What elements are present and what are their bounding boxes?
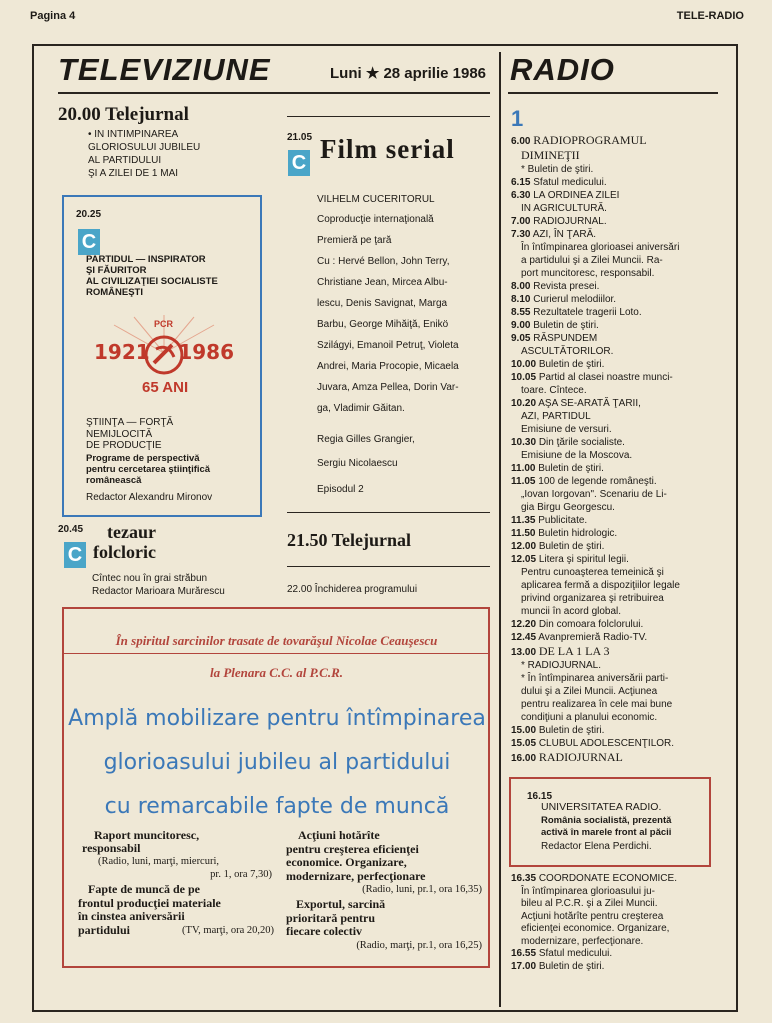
- radio-item-text: gia Birgu Georgescu.: [521, 502, 615, 513]
- radio-item: [511, 645, 609, 659]
- radio-program-number: 1: [511, 106, 524, 131]
- radio-item-text: Publicitate.: [538, 515, 588, 526]
- telejurnal-2000-title: 20.00 Telejurnal: [58, 104, 189, 125]
- radio-item-time: 10.05: [511, 372, 537, 383]
- radio-item: [511, 873, 677, 885]
- radio-item-text: RADIOJURNAL: [538, 750, 623, 764]
- film-line: Andrei, Maria Procopie, Micaela: [317, 361, 459, 372]
- radio-item-text: Din ţările socialiste.: [538, 437, 625, 448]
- radio-item-time: 12.45: [511, 632, 537, 643]
- radio-item-text: AZI, PARTIDUL: [521, 411, 591, 422]
- program-2025-time: 20.25: [76, 209, 102, 220]
- banner-line1: În spiritul sarcinilor trasate de tovarăşul Nicolae Ceauşescu: [115, 633, 438, 648]
- radio-item-text: aplicarea fermă a dispoziţiilor legale: [521, 580, 680, 591]
- banner-left-item: Raport muncitoresc, responsabil (Radio, luni, marţi, miercuri, pr. 1, ora 7,30): [82, 828, 272, 880]
- radio-item-text: În întîmpinarea glorioasului ju-: [521, 885, 655, 897]
- radio-item: [521, 164, 593, 176]
- radio-item: [511, 190, 619, 202]
- telejurnal-2000-desc: • IN INTIMPINAREA GLORIOSULUI JUBILEU AL PARTIDULUI ŞI A ZILEI DE 1 MAI: [88, 129, 201, 179]
- radio-1615-editor: Redactor Elena Perdichi.: [541, 841, 652, 852]
- radio-item-text: muncii în acord global.: [521, 606, 622, 617]
- radio-item-text: dului şi a Zilei Muncii. Acţiunea: [521, 686, 658, 697]
- radio-item: [511, 554, 629, 566]
- radio-item-text: Curierul melodiilor.: [533, 294, 617, 305]
- radio-header-rule: [508, 92, 718, 94]
- radio-item: [521, 489, 667, 501]
- radio-item: [511, 372, 673, 384]
- program-2045-time: 20.45: [58, 524, 84, 535]
- radio-1615-title: UNIVERSITATEA RADIO.: [541, 801, 662, 813]
- radio-item-time: 17.00: [511, 960, 537, 972]
- emblem-year-to: 1986: [178, 340, 234, 364]
- radio-item-text: Buletin de ştiri.: [538, 541, 605, 552]
- radio-item: [521, 886, 655, 898]
- radio-item: [521, 936, 643, 948]
- radio-item-time: 8.00: [511, 281, 531, 292]
- radio-item: [521, 385, 587, 397]
- program-2045-desc: Cîntec nou în grai străbun Redactor Marioara Murărescu: [92, 573, 225, 597]
- radio-item: [521, 606, 621, 618]
- radio-item: [521, 911, 663, 923]
- program-2025-editor: Redactor Alexandru Mironov: [86, 492, 213, 503]
- radio-item: [521, 580, 680, 592]
- radio-item-time: 10.00: [511, 359, 537, 370]
- radio-item-text: Emisiune de la Moscova.: [521, 450, 633, 461]
- radio-item-text: CLUBUL ADOLESCENŢILOR.: [538, 738, 675, 749]
- radio-item-time: 11.05: [511, 476, 536, 487]
- telejurnal2-bottom-rule: [287, 566, 490, 567]
- radio-item: [521, 346, 613, 358]
- radio-item-time: 10.30: [511, 437, 537, 448]
- radio-item: [511, 515, 587, 527]
- radio-item: [511, 738, 674, 750]
- radio-item-text: Sfatul medicului.: [538, 948, 613, 959]
- radio-item: [511, 632, 647, 644]
- radio-item-time: 8.55: [511, 307, 531, 318]
- radio-item-text: condiţiuni a planului economic.: [521, 712, 658, 723]
- radio-1615-box: [509, 777, 711, 867]
- radio-item: [521, 255, 663, 267]
- radio-item: [521, 923, 669, 935]
- radio-item: [511, 281, 599, 293]
- film-title: Film serial: [320, 134, 455, 164]
- radio-item-text: Buletin de ştiri.: [538, 960, 605, 972]
- radio-item: [511, 307, 642, 319]
- radio-item-time: 12.00: [511, 541, 537, 552]
- radio-item: [511, 398, 641, 410]
- radio-item: [511, 320, 599, 332]
- radio-item-time: 11.50: [511, 528, 536, 539]
- radio-item-text: * Buletin de ştiri.: [521, 164, 594, 175]
- radio-item: [511, 948, 612, 960]
- film-time: 21.05: [287, 132, 313, 143]
- radio-item-text: Buletin de ştiri.: [538, 463, 604, 474]
- radio-item-text: 100 de legende româneşti.: [538, 476, 657, 487]
- radio-item-text: RADIOPROGRAMUL: [533, 133, 647, 147]
- film-line: Cu : Hervé Bellon, John Terry,: [317, 256, 450, 267]
- radio-item-text: Buletin hidrologic.: [538, 528, 618, 539]
- radio-item-text: Rezultatele tragerii Loto.: [533, 307, 642, 318]
- radio-item-text: Avanpremieră Radio-TV.: [538, 632, 648, 643]
- film-line: Szilágyi, Emanoil Petruţ, Violeta: [317, 340, 459, 351]
- radio-item-text: RĂSPUNDEM: [533, 333, 598, 344]
- radio-item-time: 7.00: [511, 216, 531, 227]
- radio-item: [521, 593, 664, 605]
- radio-1615-time: 16.15: [527, 791, 553, 802]
- banner-line2: la Plenara C.C. al P.C.R.: [209, 665, 344, 680]
- film-line: Barbu, George Mihăiţă, Enikö: [317, 319, 449, 330]
- banner-right-item: Exportul, sarcină prioritară pentru fiecare colectiv (Radio, marţi, pr.1, ora 16,25): [286, 897, 482, 951]
- film-line: Episodul 2: [317, 484, 364, 495]
- tv-date: Luni ★ 28 aprilie 1986: [330, 65, 487, 82]
- section-label: TELE-RADIO: [676, 10, 744, 22]
- radio-item: [521, 242, 679, 254]
- film-line: Coproducţie internaţională: [317, 214, 434, 225]
- radio-item: [511, 216, 607, 228]
- radio-item-text: AŞA SE-ARATĂ ŢARII,: [538, 398, 641, 409]
- radio-item-text: toare. Cîntece.: [521, 385, 587, 396]
- radio-item-time: 16.55: [511, 948, 537, 959]
- radio-item-time: 12.20: [511, 619, 537, 630]
- tv-header-rule: [58, 92, 490, 94]
- radio-item-time: 6.30: [511, 190, 531, 201]
- radio-item: [511, 619, 643, 631]
- radio-item-text: Emisiune de versuri.: [521, 424, 612, 435]
- radio-item: [521, 268, 654, 280]
- radio-item-time: 10.20: [511, 398, 537, 409]
- program-2025-box: [62, 195, 262, 517]
- film-line: Sergiu Nicolaescu: [317, 458, 398, 469]
- radio-item: [521, 699, 672, 711]
- radio-item-text: Revista presei.: [533, 281, 600, 292]
- film-line: ga, Vladimir Găitan.: [317, 403, 405, 414]
- radio-item-text: RADIOJURNAL.: [533, 216, 607, 227]
- radio-item-time: 11.00: [511, 463, 536, 474]
- tv-title: TELEVIZIUNE: [58, 52, 271, 87]
- party-banner: [62, 607, 490, 968]
- radio-item-text: Litera şi spiritul legii.: [538, 554, 629, 565]
- emblem-party: PCR: [154, 319, 174, 329]
- radio-item-text: Din comoara folclorului.: [538, 619, 644, 630]
- program-2025-desc: Programe de perspectivă pentru cercetarea ştiinţifică românească: [86, 453, 211, 486]
- radio-item-text: Buletin de ştiri.: [533, 320, 599, 331]
- radio-item-text: ASCULTĂTORILOR.: [521, 346, 614, 357]
- film-top-rule: [287, 116, 490, 117]
- radio-item-text: Buletin de ştiri.: [538, 359, 605, 370]
- radio-item: [511, 961, 604, 973]
- emblem-anniversary: 65 ANI: [142, 379, 189, 396]
- program-2045-title: tezaur folcloric: [93, 522, 156, 562]
- banner-rule: [64, 653, 488, 654]
- radio-item-text: „Iovan Iorgovan". Scenariu de Li-: [521, 489, 667, 500]
- radio-item-time: 11.35: [511, 515, 536, 526]
- radio-item: [511, 463, 604, 475]
- radio-item-text: modernizare, perfecţionare.: [521, 935, 644, 947]
- telejurnal2-top-rule: [287, 512, 490, 513]
- radio-item: [511, 751, 623, 765]
- radio-item: [511, 725, 604, 737]
- pcr-anniversary-emblem: [94, 315, 234, 405]
- color-badge-icon: C: [78, 229, 100, 255]
- radio-item-text: eficienţei economice. Organizare,: [521, 923, 670, 934]
- radio-item: [511, 294, 616, 306]
- radio-item: [511, 229, 596, 241]
- radio-item-time: 6.15: [511, 177, 531, 188]
- banner-right-item: Acţiuni hotărîte pentru creşterea eficienţei economice. Organizare, modernizare, perfecţionare (Radio, luni, pr.1, ora 16,35): [286, 828, 482, 895]
- film-line: lescu, Denis Savignat, Marga: [317, 298, 448, 309]
- radio-item-text: * În întîmpinarea aniversării parti-: [521, 673, 669, 684]
- film-line: VILHELM CUCERITORUL: [317, 194, 435, 205]
- radio-item: [521, 203, 607, 215]
- radio-item-text: port muncitoresc, responsabil.: [521, 268, 655, 279]
- color-badge-icon: C: [288, 150, 310, 176]
- radio-item-text: COORDONATE ECONOMICE.: [538, 873, 677, 884]
- radio-item-text: LA ORDINEA ZILEI: [533, 190, 620, 201]
- banner-headline: Amplă mobilizare pentru întîmpinarea glorioasului jubileu al partidului cu remarcabile fapte de muncă: [68, 706, 486, 819]
- radio-item: [521, 660, 601, 672]
- film-line: Regia Gilles Grangier,: [317, 434, 415, 445]
- radio-item-time: 16.00: [511, 753, 537, 764]
- radio-item-time: 6.00: [511, 136, 531, 147]
- radio-1615-desc: România socialistă, prezentă activă în marele front al păcii: [541, 815, 672, 838]
- radio-item-text: În întîmpinarea glorioasei aniversări: [521, 242, 680, 253]
- radio-item-time: 15.05: [511, 738, 537, 749]
- radio-title: RADIO: [510, 52, 615, 87]
- radio-item: [511, 177, 607, 189]
- radio-item-text: Buletin de ştiri.: [538, 725, 605, 736]
- radio-item: [511, 437, 625, 449]
- film-line: Christiane Jean, Mircea Albu-: [317, 277, 448, 288]
- radio-item: [521, 149, 580, 163]
- program-2025-title: PARTIDUL — INSPIRATOR ŞI FĂURITOR AL CIVILIZAŢIEI SOCIALISTE ROMÂNEŞTI: [86, 254, 218, 298]
- column-divider: [499, 52, 501, 1007]
- radio-item-text: IN AGRICULTURĂ.: [521, 203, 607, 214]
- radio-item-time: 9.05: [511, 333, 531, 344]
- emblem-year-from: 1921: [94, 340, 150, 364]
- telejurnal-2150-title: 21.50 Telejurnal: [287, 530, 412, 550]
- radio-item: [511, 333, 597, 345]
- radio-item-text: * RADIOJURNAL.: [521, 660, 602, 671]
- page-label: Pagina 4: [30, 10, 76, 22]
- radio-item-time: 7.30: [511, 229, 531, 240]
- radio-item: [521, 424, 612, 436]
- radio-item: [511, 528, 617, 540]
- radio-item-text: DIMINEŢII: [521, 148, 580, 162]
- radio-item-text: Partid al clasei noastre munci-: [538, 372, 673, 383]
- radio-item-text: bileu al P.C.R. şi a Zilei Muncii.: [521, 898, 658, 909]
- radio-item-text: a partidului şi a Zilei Muncii. Ra-: [521, 255, 663, 266]
- film-line: Juvara, Amza Pellea, Dorin Var-: [317, 382, 459, 393]
- radio-item: [511, 541, 604, 553]
- radio-item: [521, 712, 657, 724]
- radio-item: [521, 450, 632, 462]
- radio-item-text: Sfatul medicului.: [533, 177, 607, 188]
- radio-item: [521, 686, 657, 698]
- radio-item-text: pentru realizarea în cele mai bune: [521, 699, 673, 710]
- radio-item-time: 16.35: [511, 873, 537, 884]
- radio-item: [521, 411, 591, 423]
- radio-item: [511, 359, 604, 371]
- color-badge-icon: C: [64, 542, 86, 568]
- banner-left-item: Fapte de muncă de pe frontul producţiei materiale în cinstea aniversării partidului (TV, marţi, ora 20,20): [78, 882, 274, 937]
- radio-item: [511, 476, 657, 488]
- program-2025-subtitle: ŞTIINŢA — FORŢĂ NEMIJLOCITĂ DE PRODUCŢIE: [86, 417, 174, 451]
- film-line: Premieră pe ţară: [317, 235, 392, 246]
- radio-item-time: 9.00: [511, 320, 531, 331]
- radio-item-text: Acţiuni hotărîte pentru creşterea: [521, 910, 664, 922]
- radio-item-time: 13.00: [511, 647, 537, 658]
- radio-item-text: DE LA 1 LA 3: [538, 644, 610, 658]
- radio-item-text: Pentru cunoaşterea temeinică şi: [521, 567, 664, 578]
- radio-item-time: 15.00: [511, 725, 537, 736]
- closing-text: 22.00 Închiderea programului: [287, 584, 418, 595]
- radio-item: [521, 898, 658, 910]
- radio-item-time: 12.05: [511, 554, 537, 565]
- radio-item: [511, 134, 647, 148]
- radio-item-time: 8.10: [511, 294, 531, 305]
- radio-item-text: privind organizarea şi retribuirea: [521, 593, 664, 604]
- radio-item-text: AZI, ÎN ŢARĂ.: [532, 229, 597, 240]
- radio-item: [521, 567, 664, 579]
- radio-item: [521, 502, 615, 514]
- radio-item: [521, 673, 668, 685]
